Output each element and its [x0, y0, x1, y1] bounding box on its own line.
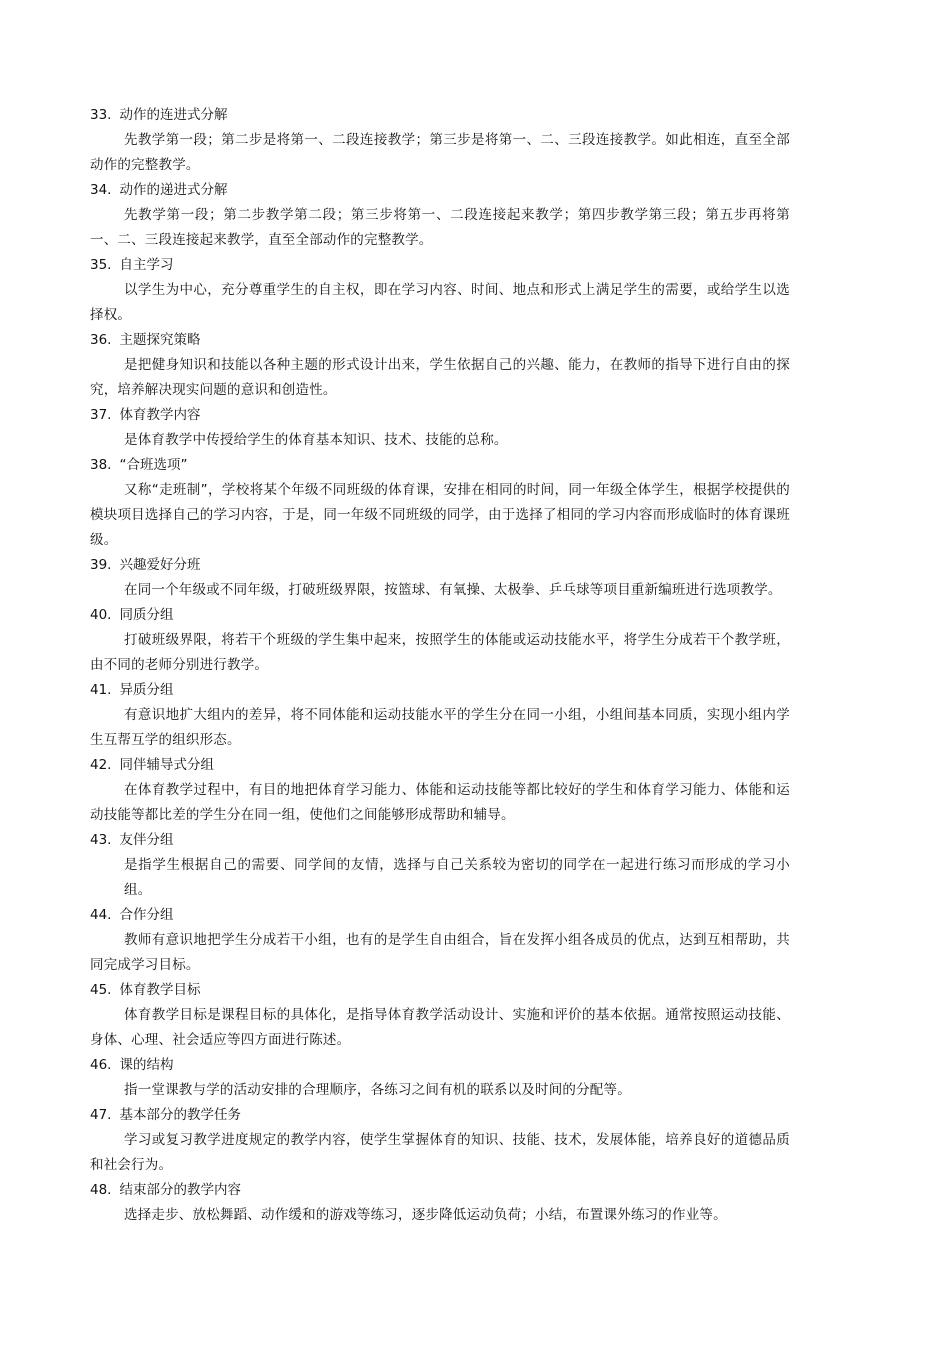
term-title: [90, 103, 790, 128]
term-title: [90, 403, 790, 428]
term-43: [90, 828, 790, 903]
term-definition: 又称“走班制”，学校将某个年级不同班级的体育课，安排在相同的时间，同一年级全体学生，根据学校提供的模块项目选择自己的学习内容，于是，同一年级不同班级的同学，由于选择了相同的学习内容而形成临时的体育课班级。: [90, 482, 790, 548]
term-definition: 先教学第一段；第二步是将第一、二段连接教学；第三步是将第一、二、三段连接教学。如此相连，直至全部动作的完整教学。: [90, 132, 790, 173]
term-38: [90, 453, 790, 553]
term-number: 34.: [90, 182, 112, 198]
term-48: [90, 1178, 790, 1228]
term-definition: 是指学生根据自己的需要、同学间的友情，选择与自己关系较为密切的同学在一起进行练习而形成的学习小组。: [124, 857, 790, 898]
term-definition: 选择走步、放松舞蹈、动作缓和的游戏等练习，逐步降低运动负荷；小结，布置课外练习的作业等。: [124, 1207, 727, 1223]
term-40: [90, 603, 790, 678]
term-title: [90, 603, 790, 628]
term-title: [90, 453, 790, 478]
term-heading: 课的结构: [119, 1057, 174, 1073]
term-definition: 以学生为中心，充分尊重学生的自主权，即在学习内容、时间、地点和形式上满足学生的需要，或给学生以选择权。: [90, 282, 790, 323]
term-title: [90, 253, 790, 278]
term-heading: 自主学习: [119, 257, 174, 273]
term-definition: 指一堂课教与学的活动安排的合理顺序，各练习之间有机的联系以及时间的分配等。: [124, 1082, 631, 1098]
term-heading: 体育教学目标: [119, 982, 201, 998]
term-heading: 同伴辅导式分组: [119, 757, 214, 773]
term-definition: 是把健身知识和技能以各种主题的形式设计出来，学生依据自己的兴趣、能力，在教师的指导下进行自由的探究，培养解决现实问题的意识和创造性。: [90, 357, 790, 398]
term-36: [90, 328, 790, 403]
term-heading: 基本部分的教学任务: [119, 1107, 241, 1123]
term-definition: 打破班级界限，将若干个班级的学生集中起来，按照学生的体能或运动技能水平，将学生分成若干个教学班，由不同的老师分别进行教学。: [90, 632, 790, 673]
term-definition: 是体育教学中传授给学生的体育基本知识、技术、技能的总称。: [124, 432, 508, 448]
term-46: [90, 1053, 790, 1103]
term-title: [90, 678, 790, 703]
term-definition: 学习或复习教学进度规定的教学内容，使学生掌握体育的知识、技能、技术，发展体能，培养良好的道德品质和社会行为。: [90, 1132, 790, 1173]
term-number: 43.: [90, 832, 112, 848]
term-number: 33.: [90, 107, 112, 123]
term-title: [90, 828, 790, 853]
document-page: [90, 103, 790, 1228]
term-heading: 同质分组: [119, 607, 174, 623]
term-heading: 异质分组: [119, 682, 174, 698]
term-number: 42.: [90, 757, 112, 773]
term-number: 40.: [90, 607, 112, 623]
term-heading: 体育教学内容: [119, 407, 201, 423]
term-34: [90, 178, 790, 253]
term-definition: 有意识地扩大组内的差异，将不同体能和运动技能水平的学生分在同一小组，小组间基本同质，实现小组内学生互帮互学的组织形态。: [90, 707, 790, 748]
term-47: [90, 1103, 790, 1178]
term-42: [90, 753, 790, 828]
term-definition: 在同一个年级或不同年级，打破班级界限，按篮球、有氧操、太极拳、乒乓球等项目重新编班进行选项教学。: [124, 582, 782, 598]
term-44: [90, 903, 790, 978]
term-heading: 主题探究策略: [119, 332, 201, 348]
term-number: 44.: [90, 907, 112, 923]
term-title: [90, 553, 790, 578]
term-number: 37.: [90, 407, 112, 423]
term-33: [90, 103, 790, 178]
term-number: 48.: [90, 1182, 112, 1198]
term-heading: 动作的递进式分解: [119, 182, 228, 198]
term-title: [90, 1053, 790, 1078]
term-number: 38.: [90, 457, 112, 473]
term-definition: 教师有意识地把学生分成若干小组，也有的是学生自由组合，旨在发挥小组各成员的优点，达到互相帮助，共同完成学习目标。: [90, 932, 790, 973]
term-title: [90, 903, 790, 928]
term-heading: 友伴分组: [119, 832, 174, 848]
term-39: [90, 553, 790, 603]
term-definition: 在体育教学过程中，有目的地把体育学习能力、体能和运动技能等都比较好的学生和体育学习能力、体能和运动技能等都比差的学生分在同一组，使他们之间能够形成帮助和辅导。: [90, 782, 790, 823]
term-title: [90, 1103, 790, 1128]
term-title: [90, 328, 790, 353]
term-definition: 先教学第一段；第二步教学第二段；第三步将第一、二段连接起来教学；第四步教学第三段；第五步再将第一、二、三段连接起来教学，直至全部动作的完整教学。: [90, 207, 790, 248]
term-heading: 结束部分的教学内容: [119, 1182, 241, 1198]
term-37: [90, 403, 790, 453]
term-title: [90, 178, 790, 203]
term-number: 41.: [90, 682, 112, 698]
term-number: 47.: [90, 1107, 112, 1123]
term-35: [90, 253, 790, 328]
term-45: [90, 978, 790, 1053]
term-heading: 动作的连进式分解: [119, 107, 228, 123]
term-heading: 兴趣爱好分班: [119, 557, 201, 573]
term-title: [90, 978, 790, 1003]
term-title: [90, 753, 790, 778]
term-number: 46.: [90, 1057, 112, 1073]
term-title: [90, 1178, 790, 1203]
term-number: 36.: [90, 332, 112, 348]
term-number: 45.: [90, 982, 112, 998]
term-41: [90, 678, 790, 753]
term-heading: 合作分组: [119, 907, 174, 923]
term-number: 35.: [90, 257, 112, 273]
term-number: 39.: [90, 557, 112, 573]
term-definition: 体育教学目标是课程目标的具体化，是指导体育教学活动设计、实施和评价的基本依据。通常按照运动技能、身体、心理、社会适应等四方面进行陈述。: [90, 1007, 790, 1048]
term-heading: “合班选项”: [119, 457, 188, 473]
